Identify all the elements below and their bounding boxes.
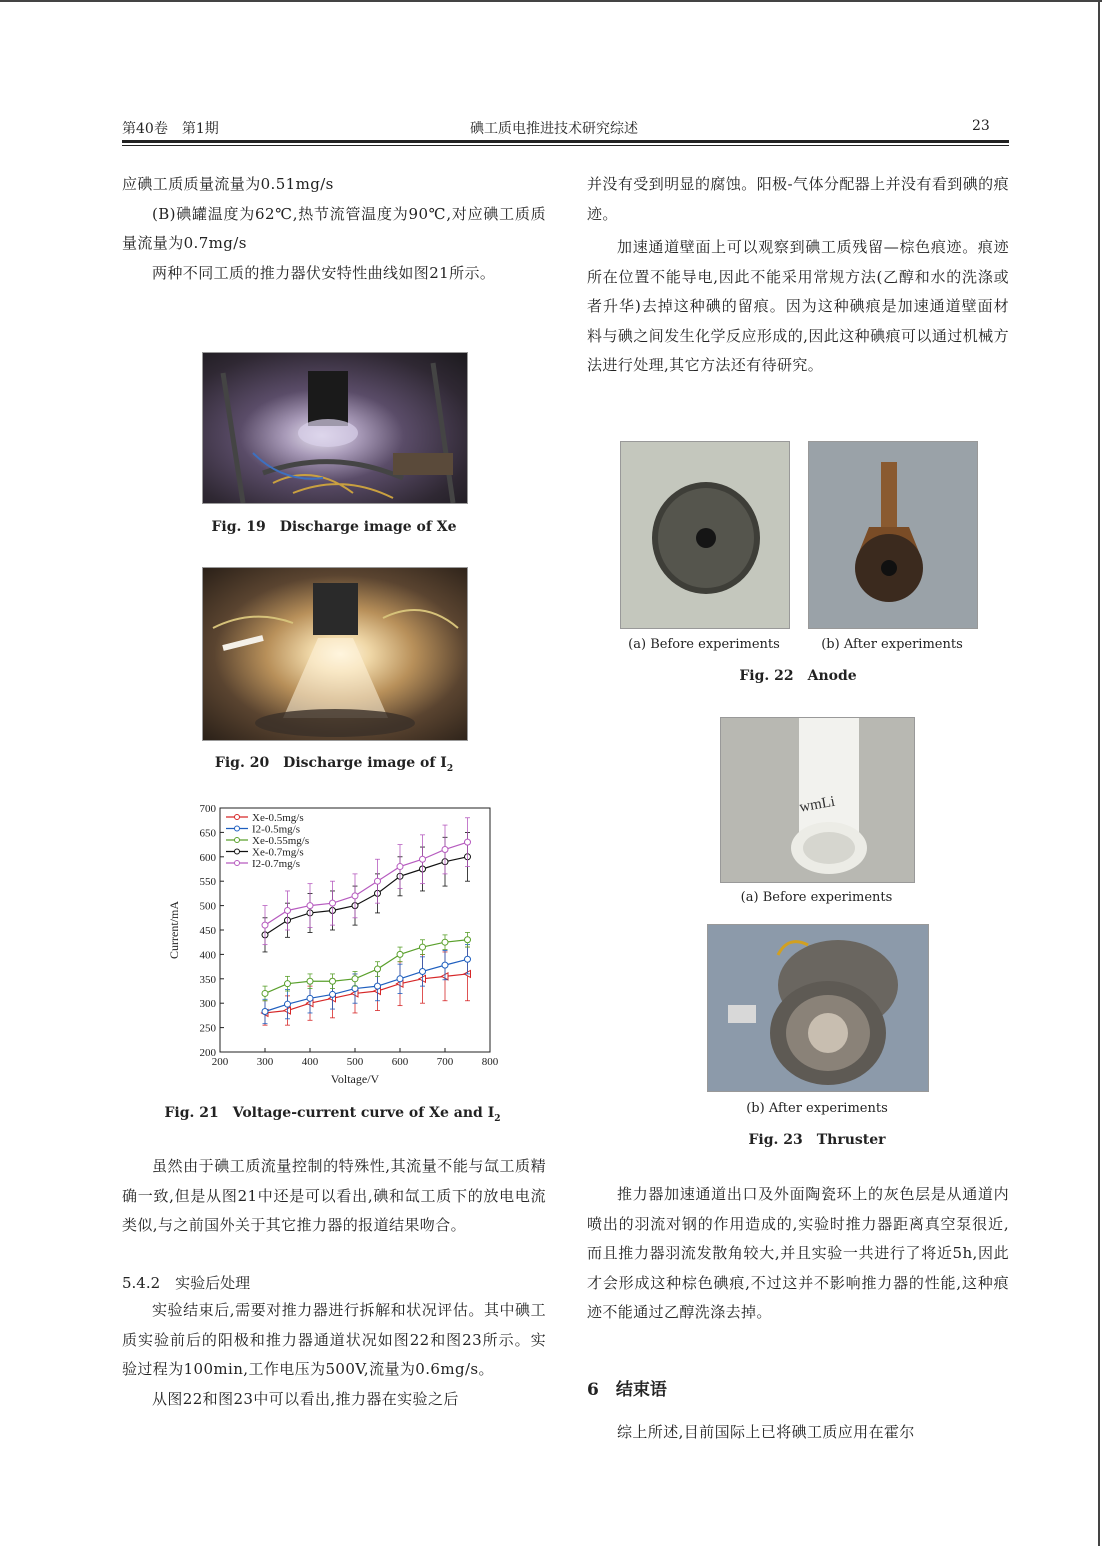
running-title: 碘工质电推进技术研究综述: [470, 121, 638, 137]
data-point: [397, 864, 403, 870]
fig23a-caption: (a) Before experiments: [740, 890, 893, 905]
fig20-caption-text: Fig. 20 Discharge image of I: [214, 755, 447, 771]
data-point: [397, 951, 403, 957]
data-point: [307, 995, 313, 1001]
series-line-0: [265, 974, 468, 1013]
legend-label: I2-0.5mg/s: [252, 823, 300, 836]
data-point: [330, 900, 336, 906]
data-point: [352, 976, 358, 982]
fig21-voltage-current-chart: [160, 796, 505, 1096]
y-tick-label: 500: [199, 900, 216, 913]
x-tick-label: 500: [346, 1056, 364, 1068]
data-point: [465, 937, 471, 943]
data-point: [375, 966, 381, 972]
data-point: [442, 962, 448, 968]
y-tick-label: 700: [199, 803, 216, 815]
data-point: [330, 978, 336, 984]
fig23b-caption: (b) After experiments: [746, 1101, 888, 1116]
paragraph: 实验结束后,需要对推力器进行拆解和状况评估。其中碘工质实验前后的阳极和推力器通道状况如图22和图23所示。实验过程为100min,工作电压为500V,流量为0.6mg/s。: [122, 1301, 546, 1378]
fig22b-caption: (b) After experiments: [821, 637, 963, 652]
x-tick-label: 400: [301, 1056, 319, 1068]
legend-label: Xe-0.7mg/s: [252, 846, 304, 859]
section-heading: 6 结束语: [587, 1380, 667, 1400]
fig21-caption: [160, 1102, 505, 1124]
fig20-discharge-photo: [202, 567, 468, 741]
x-tick-label: 600: [391, 1056, 409, 1068]
page-right-edge: [1098, 0, 1100, 1546]
paragraph: 加速通道壁面上可以观察到碘工质残留—棕色痕迹。痕迹所在位置不能导电,因此不能采用常规方法(乙醇和水的洗涤或者升华)去掉这种碘的留痕。因为这种碘痕是加速通道壁面材料与碘之间发生化学反应形成的,因此这种碘痕可以通过机械方法进行处理,其它方法还有待研究。: [587, 238, 1009, 374]
page-number: 23: [972, 118, 990, 134]
page-top-edge: [0, 0, 1102, 2]
data-point: [375, 983, 381, 989]
right-top-text: [587, 170, 1009, 381]
data-point: [262, 990, 268, 996]
left-bottom-text: [122, 1152, 546, 1241]
legend-marker: [235, 849, 240, 854]
legend-label: I2-0.7mg/s: [252, 858, 300, 870]
paragraph: 两种不同工质的推力器伏安特性曲线如图21所示。: [152, 263, 496, 282]
data-point: [465, 839, 471, 845]
paragraph: 推力器加速通道出口及外面陶瓷环上的灰色层是从通道内喷出的羽流对钢的作用造成的,实验时推力器距离真空泵很近,而且推力器羽流发散角较大,并且实验一共进行了将近5h,因此才会形成这种棕色碘痕,不过这并不影响推力器的性能,这种痕迹不能通过乙醇洗涤去掉。: [587, 1185, 1009, 1321]
fig19-caption: Fig. 19 Discharge image of Xe: [211, 519, 457, 535]
header-rule-thin: [122, 145, 1009, 146]
y-tick-label: 600: [199, 851, 216, 864]
fig20-caption-subscript: 2: [446, 763, 454, 774]
paragraph: 虽然由于碘工质流量控制的特殊性,其流量不能与氙工质精确一致,但是从图21中还是可以看出,碘和氙工质下的放电电流类似,与之前国外关于其它推力器的报道结果吻合。: [122, 1157, 546, 1234]
fig21-caption-text: Fig. 21 Voltage-current curve of Xe and I: [164, 1105, 495, 1121]
data-point: [262, 1008, 268, 1014]
data-point: [262, 922, 268, 928]
paragraph: (B)碘罐温度为62℃,热节流管温度为90℃,对应碘工质质量流量为0.7mg/s: [122, 204, 546, 252]
data-point: [285, 1001, 291, 1007]
data-point: [352, 893, 358, 899]
fig22a-anode-before-photo: [620, 441, 790, 629]
paragraph: 并没有受到明显的腐蚀。阳极-气体分配器上并没有看到碘的痕迹。: [587, 175, 1009, 223]
data-point: [420, 856, 426, 862]
x-tick-label: 700: [436, 1056, 454, 1068]
paragraph: 从图22和图23中可以看出,推力器在实验之后: [152, 1389, 459, 1408]
fig20-caption: [202, 752, 466, 774]
data-point: [375, 878, 381, 884]
data-point: [397, 976, 403, 982]
y-tick-label: 250: [199, 1022, 216, 1035]
fig22a-caption: (a) Before experiments: [628, 637, 780, 652]
y-tick-label: 300: [199, 998, 216, 1011]
left-bottom-text-2: [122, 1296, 546, 1414]
right-bottom-text-2: [587, 1418, 1009, 1448]
right-bottom-text: [587, 1180, 1009, 1328]
x-tick-label: 800: [481, 1056, 499, 1068]
legend-marker: [235, 826, 240, 831]
fig21-caption-subscript: 2: [494, 1113, 501, 1124]
x-axis-label: Voltage/V: [330, 1072, 380, 1086]
data-point: [420, 968, 426, 974]
tube-handwriting: wmLi: [798, 793, 837, 816]
data-point: [307, 903, 313, 909]
legend-label: Xe-0.5mg/s: [252, 812, 304, 824]
series-line-1: [265, 959, 468, 1011]
data-point: [330, 991, 336, 997]
data-point: [285, 981, 291, 987]
y-axis-label: Current/mA: [167, 901, 181, 959]
data-point: [465, 956, 471, 962]
fig23b-thruster-after-photo: [707, 924, 929, 1092]
header-rule: [122, 140, 1009, 143]
fig23-caption: Fig. 23 Thruster: [748, 1132, 886, 1148]
legend-marker: [235, 861, 240, 866]
fig22b-anode-after-photo: [808, 441, 978, 629]
x-tick-label: 300: [256, 1056, 274, 1068]
data-point: [442, 939, 448, 945]
data-point: [307, 978, 313, 984]
fig23a-thruster-before-photo: [720, 717, 915, 883]
y-tick-label: 400: [199, 949, 216, 962]
fig22-caption: Fig. 22 Anode: [739, 668, 857, 684]
legend-marker: [235, 815, 240, 820]
y-tick-label: 550: [199, 876, 216, 889]
paragraph: 应碘工质质量流量为0.51mg/s: [122, 175, 334, 193]
left-top-text: [122, 170, 546, 288]
fig19-discharge-photo: [202, 352, 468, 504]
paragraph: 综上所述,目前国际上已将碘工质应用在霍尔: [617, 1423, 915, 1441]
data-point: [285, 907, 291, 913]
series-line-2: [265, 940, 468, 994]
data-point: [420, 944, 426, 950]
legend-label: Xe-0.55mg/s: [252, 835, 310, 847]
journal-volume: 第40卷 第1期: [122, 121, 219, 137]
x-tick-label: 200: [211, 1056, 229, 1068]
legend-marker: [235, 838, 240, 843]
subsection-heading: 5.4.2 实验后处理: [122, 1274, 251, 1292]
y-tick-label: 350: [199, 973, 216, 986]
y-tick-label: 450: [199, 925, 216, 937]
y-tick-label: 650: [199, 827, 216, 840]
data-point: [442, 846, 448, 852]
y-tick-label: 200: [199, 1047, 216, 1059]
